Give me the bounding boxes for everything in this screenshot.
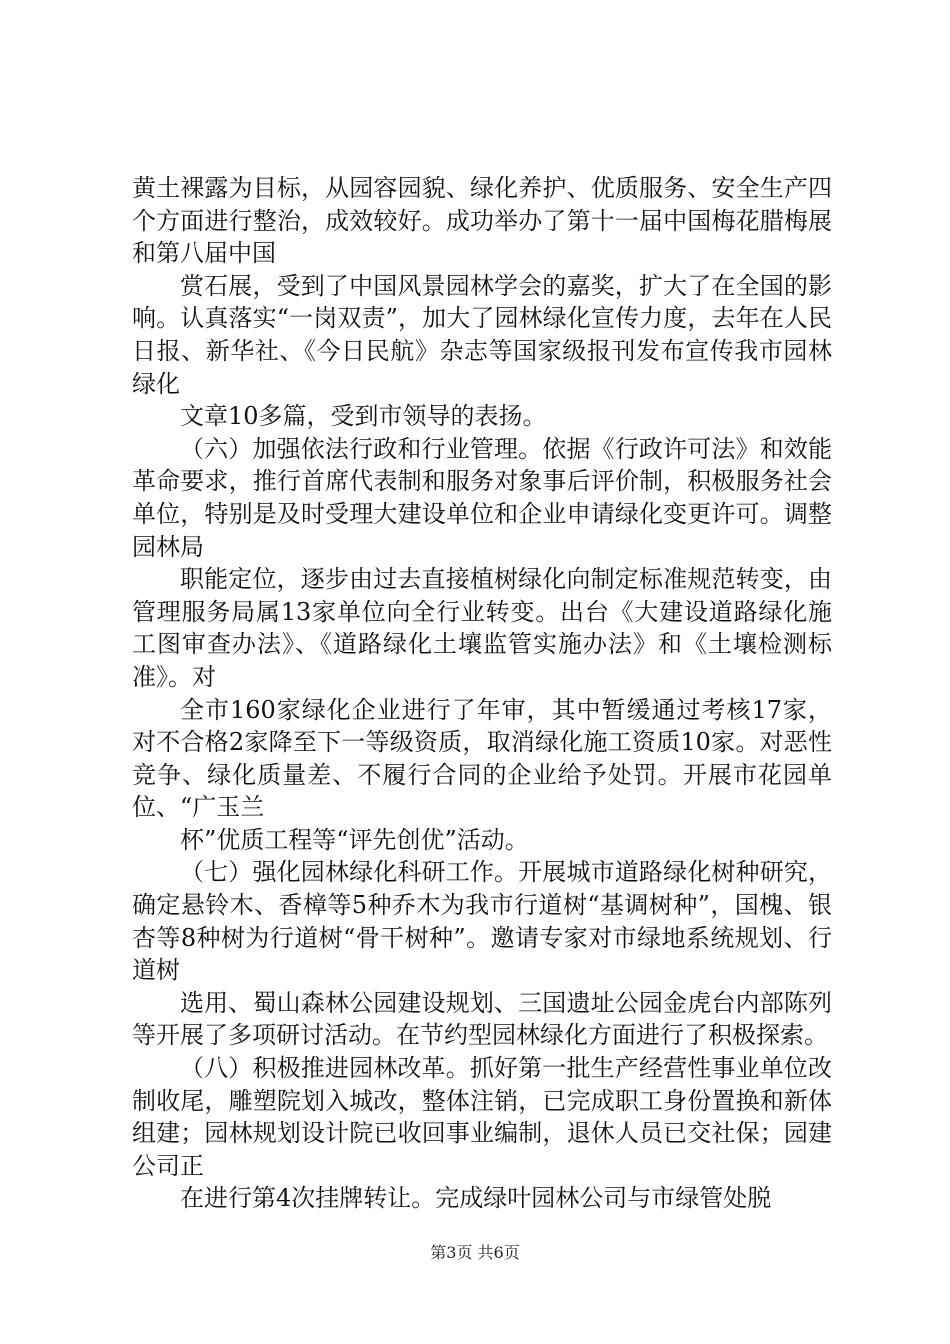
- paragraph: （八）积极推进园林改革。抓好第一批生产经营性事业单位改制收尾，雕塑院划入城改，整体注销，已完成职工身份置换和新体组建；园林规划设计院已收回事业编制，退休人员已交社保；园建公司正: [132, 1054, 832, 1180]
- paragraph: 赏石展，受到了中国风景园林学会的嘉奖，扩大了在全国的影响。认真落实“一岗双责”，加大了园林绿化宣传力度，去年在人民日报、新华社、《今日民航》杂志等国家级报刊发布宣传我市园林绿化: [132, 271, 832, 398]
- paragraph: 全市160家绿化企业进行了年审，其中暂缓通过考核17家，对不合格2家降至下一等级资质，取消绿化施工资质10家。对恶性竞争、绿化质量差、不履行合同的企业给予处罚。开展市花园单位、“广玉兰: [132, 695, 832, 822]
- paragraph: （六）加强依法行政和行业管理。依据《行政许可法》和效能革命要求，推行首席代表制和服务对象事后评价制，积极服务社会单位，特别是及时受理大建设单位和企业申请绿化变更许可。调整园林局: [132, 434, 832, 561]
- document-body: [132, 172, 832, 1215]
- page-number-label: 第3页 共6页: [430, 1243, 520, 1262]
- paragraph: 职能定位，逐步由过去直接植树绿化向制定标准规范转变，由管理服务局属13家单位向全行业转变。出台《大建设道路绿化施工图审查办法》、《道路绿化土壤监管实施办法》和《土壤检测标准》。对: [132, 565, 832, 691]
- paragraph: （七）强化园林绿化科研工作。开展城市道路绿化树种研究，确定悬铃木、香樟等5种乔木为我市行道树“基调树种”，国槐、银杏等8种树为行道树“骨干树种”。邀请专家对市绿地系统规划、行道树: [132, 858, 832, 985]
- paragraph: 在进行第4次挂牌转让。完成绿叶园林公司与市绿管处脱: [180, 1184, 772, 1213]
- paragraph: 杯”优质工程等“评先创优”活动。: [180, 825, 529, 854]
- page-footer: [0, 1240, 950, 1263]
- paragraph: 文章10多篇，受到市领导的表扬。: [180, 402, 547, 431]
- paragraph: 黄土裸露为目标，从园容园貌、绿化养护、优质服务、安全生产四个方面进行整治，成效较好。成功举办了第十一届中国梅花腊梅展和第八届中国: [132, 174, 832, 268]
- paragraph: 选用、蜀山森林公园建设规划、三国遗址公园金虎台内部陈列等开展了多项研讨活动。在节约型园林绿化方面进行了积极探索。: [132, 988, 832, 1050]
